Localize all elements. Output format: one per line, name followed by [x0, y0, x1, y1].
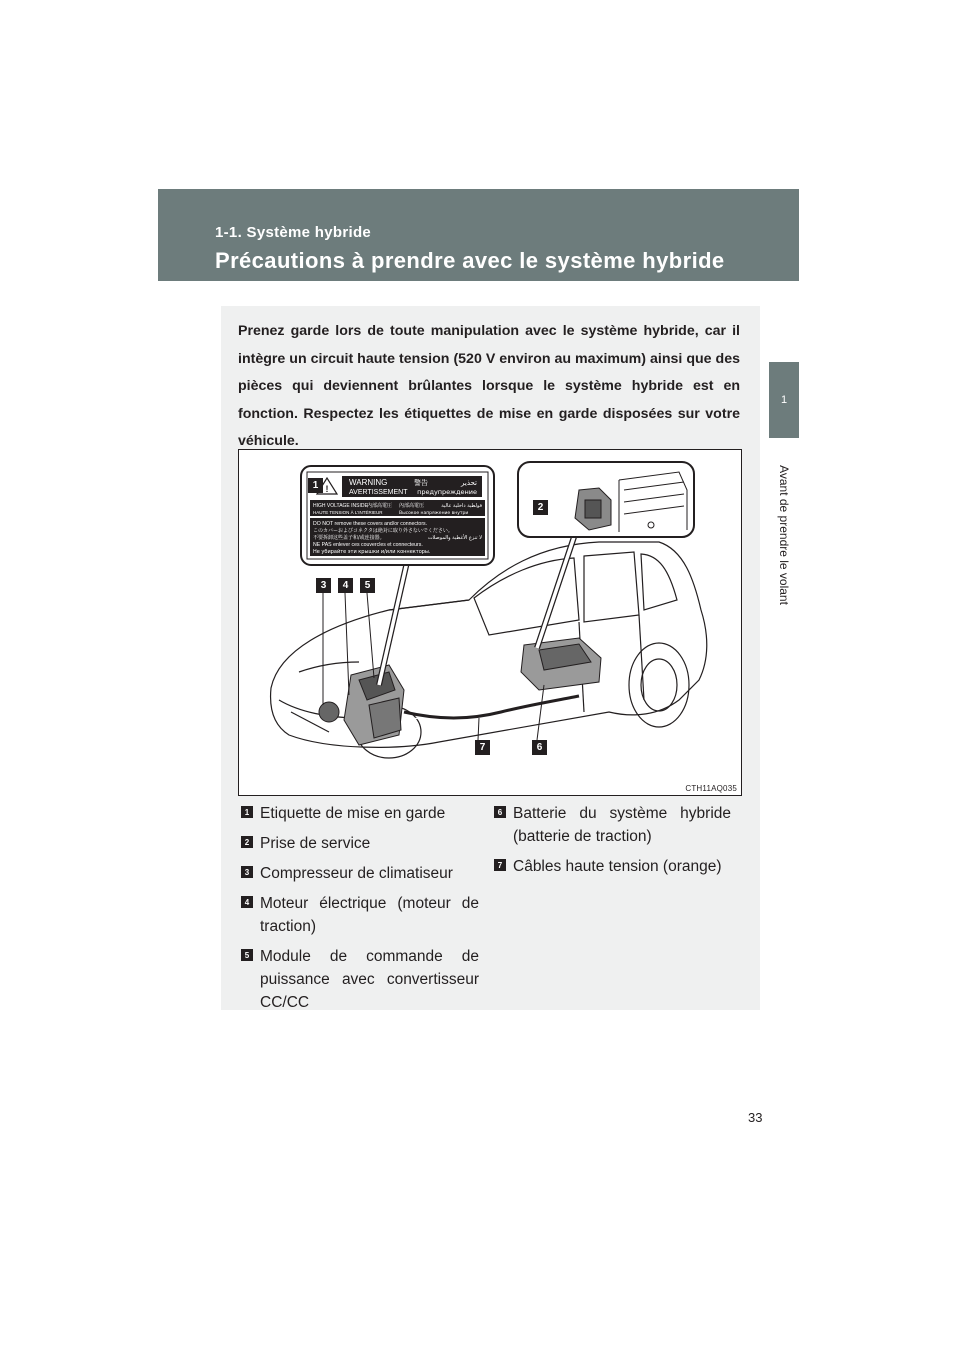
- car-illustration: [239, 450, 742, 796]
- do-not-ar: لا تنزع الأغطية والموصلات: [427, 535, 482, 541]
- warning-word: WARNING: [349, 478, 388, 487]
- legend-number: 5: [241, 949, 253, 961]
- svg-text:!: !: [325, 484, 329, 494]
- intro-paragraph: Prenez garde lors de toute manipulation avec le système hybride, car il intègre un circuit haute tension (520 V environ au maximum) ainsi que des pièces qui deviennent brûlantes lorsque le système hybride est en fonction. Respectez les étiquettes de mise en garde disposées sur votre véhicule.: [238, 323, 740, 449]
- legend-item: [241, 862, 479, 885]
- legend-right: [494, 802, 731, 885]
- legend-item: [241, 832, 479, 855]
- legend-item: [241, 892, 479, 938]
- callout-badge-5: 5: [360, 578, 375, 593]
- car-outline: [271, 542, 707, 758]
- warning-ar: تحذير: [461, 479, 477, 487]
- legend-number: 1: [241, 806, 253, 818]
- high-voltage-cn: 內部高電压: [399, 503, 425, 509]
- callout-badge-7: 7: [475, 740, 490, 755]
- do-not-cn: 不要拆卸这些盖子和/或连接器。: [313, 535, 385, 541]
- legend-text: Module de commande de puissance avec convertisseur CC/CC: [260, 948, 479, 1011]
- do-not-text: DO NOT remove these covers and/or connectors.: [313, 521, 428, 527]
- legend-number: 2: [241, 836, 253, 848]
- high-voltage-cable: [404, 696, 579, 718]
- legend-text: Prise de service: [260, 835, 371, 852]
- do-not-ru: Не убирайте эти крышки и/или коннекторы.: [313, 549, 431, 555]
- legend-item: [241, 802, 479, 825]
- haute-tension-text: HAUTE TENSION À L'INTÉRIEUR: [313, 510, 383, 515]
- page-title: Précautions à prendre avec le système hybride: [215, 248, 725, 273]
- legend-text: Etiquette de mise en garde: [260, 805, 446, 822]
- warning-jp: 警告: [414, 479, 428, 487]
- callout-badge-1: 1: [308, 478, 323, 493]
- legend-left: [241, 802, 479, 1021]
- callout-badge-6: 6: [532, 740, 547, 755]
- callout-badge-2: 2: [533, 500, 548, 515]
- avertissement-word: AVERTISSEMENT: [349, 489, 408, 496]
- hybrid-system-figure: [238, 449, 742, 796]
- ne-pas-text: NE PAS enlever ces couvercles et connecteurs.: [313, 542, 423, 548]
- high-voltage-jp: 内部高電圧: [367, 503, 393, 509]
- legend-number: 3: [241, 866, 253, 878]
- legend-text: Batterie du système hybride (batterie de traction): [513, 805, 731, 845]
- high-voltage-text: HIGH VOLTAGE INSIDE: [313, 503, 368, 509]
- figure-code: CTH11AQ035: [685, 784, 737, 793]
- warning-ru: предупреждение: [417, 488, 477, 496]
- chapter-tab: [769, 362, 799, 438]
- legend-number: 4: [241, 896, 253, 908]
- legend-text: Câbles haute tension (orange): [513, 858, 722, 875]
- legend-text: Compresseur de climatiseur: [260, 865, 453, 882]
- chapter-number: 1: [780, 394, 788, 406]
- legend-item: [494, 855, 731, 878]
- page-number: 33: [748, 1110, 763, 1125]
- legend-item: [494, 802, 731, 848]
- high-voltage-ar: فولطية داخلية عالية: [441, 503, 482, 509]
- callout-badge-3: 3: [316, 578, 331, 593]
- high-voltage-ru: Высокое напряжение внутри: [399, 511, 469, 516]
- legend-item: [241, 945, 479, 1014]
- do-not-jp: このカバーおよびコネクタは絶対に取り外さないでください。: [313, 528, 453, 534]
- legend-number: 7: [494, 859, 506, 871]
- legend-text: Moteur électrique (moteur de traction): [260, 895, 479, 935]
- content-box: [221, 306, 760, 1010]
- section-header: [158, 189, 799, 281]
- legend-number: 6: [494, 806, 506, 818]
- chapter-label-text: Avant de prendre le volant: [777, 465, 791, 605]
- callout-badge-4: 4: [338, 578, 353, 593]
- section-label: 1-1. Système hybride: [215, 224, 372, 241]
- engine-components: [319, 638, 601, 745]
